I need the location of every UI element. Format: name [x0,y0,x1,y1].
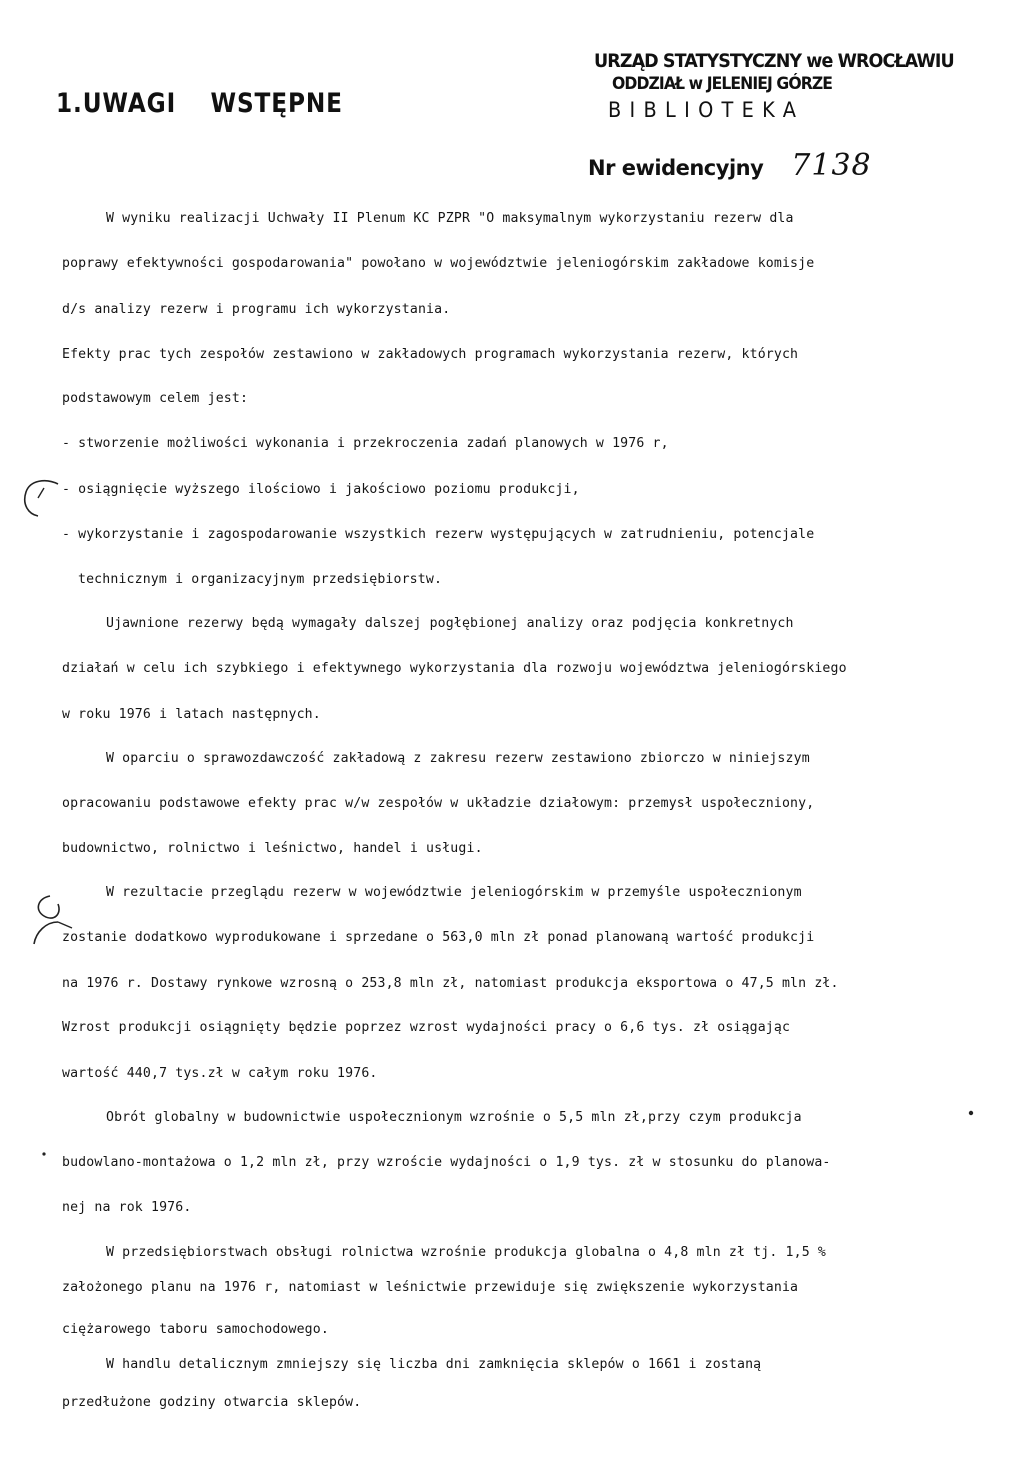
text-line-23: nej na rok 1976. [62,1200,192,1215]
text-line-6: - stworzenie możliwości wykonania i przekroczenia zadań planowych w 1976 r, [62,436,669,451]
section-heading [56,88,343,119]
margin-dot-icon [966,1108,976,1118]
text-line-2: poprawy efektywności gospodarowania" powołano w województwie jeleniogórskim zakładowe komisje [62,256,815,271]
text-line-15: budownictwo, rolnictwo i leśnictwo, handel i usługi. [62,841,483,856]
text-line-10: Ujawnione rezerwy będą wymagały dalszej pogłębionej analizy oraz podjęcia konkretnych [106,616,794,631]
margin-dot-icon [40,1150,48,1158]
heading-word-2: WSTĘPNE [210,88,343,119]
text-line-27: W handlu detalicznym zmniejszy się liczba dni zamknięcia sklepów o 1661 i zostaną [106,1357,762,1372]
text-line-4: Efekty prac tych zespołów zestawiono w zakładowych programach wykorzystania rezerw, których [62,347,799,362]
text-line-26: ciężarowego taboru samochodowego. [62,1322,329,1337]
text-line-16: W rezultacie przeglądu rezerw w województwie jeleniogórskim w przemyśle uspołecznionym [106,885,802,900]
text-line-21: Obrót globalny w budownictwie uspołecznionym wzrośnie o 5,5 mln zł,przy czym produkcja [106,1110,802,1125]
text-line-12: w roku 1976 i latach następnych. [62,707,321,722]
text-line-11: działań w celu ich szybkiego i efektywnego wykorzystania dla rozwoju województwa jeleniogórskiego [62,661,847,676]
inventory-value: 7138 [791,148,872,183]
text-line-14: opracowaniu podstawowe efekty prac w/w zespołów w układzie działowym: przemysł uspołeczniony, [62,796,815,811]
handwritten-margin-bracket-icon [18,476,62,520]
text-line-18: na 1976 r. Dostawy rynkowe wzrosną o 253,8 mln zł, natomiast produkcja eksportowa o 47,5 mln zł. [62,976,839,991]
heading-word-1: UWAGI [82,88,177,119]
text-line-1: W wyniku realizacji Uchwały II Plenum KC PZPR "O maksymalnym wykorzystaniu rezerw dla [106,211,794,226]
inventory-number [588,148,872,183]
text-line-7: - osiągnięcie wyższego ilościowo i jakościowo poziomu produkcji, [62,482,580,497]
text-line-9: technicznym i organizacyjnym przedsiębiorstw. [78,572,443,587]
text-line-5: podstawowym celem jest: [62,391,249,406]
handwritten-margin-loop-icon [28,892,74,948]
stamp-library: BIBLIOTEKA [608,98,805,122]
text-line-22: budowlano-montażowa o 1,2 mln zł, przy wzroście wydajności o 1,9 tys. zł w stosunku do planowa- [62,1155,831,1170]
text-line-8: - wykorzystanie i zagospodarowanie wszystkich rezerw występujących w zatrudnieniu, potencjale [62,527,815,542]
heading-number: 1. [56,88,83,119]
text-line-3: d/s analizy rezerw i programu ich wykorzystania. [62,302,451,317]
text-line-24: W przedsiębiorstwach obsługi rolnictwa wzrośnie produkcja globalna o 4,8 mln zł tj. 1,5 % [106,1245,826,1260]
stamp-branch: ODDZIAŁ w JELENIEJ GÓRZE [612,74,833,94]
text-line-17: zostanie dodatkowo wyprodukowane i sprzedane o 563,0 mln zł ponad planowaną wartość produkcji [62,930,815,945]
inventory-label: Nr ewidencyjny [588,156,764,180]
text-line-20: wartość 440,7 tys.zł w całym roku 1976. [62,1066,378,1081]
text-line-19: Wzrost produkcji osiągnięty będzie poprzez wzrost wydajności pracy o 6,6 tys. zł osiągając [62,1020,791,1035]
text-line-25: założonego planu na 1976 r, natomiast w leśnictwie przewiduje się zwiększenie wykorzystania [62,1280,799,1295]
text-line-28: przedłużone godziny otwarcia sklepów. [62,1395,362,1410]
stamp-office: URZĄD STATYSTYCZNY we WROCŁAWIU [594,50,954,72]
text-line-13: W oparciu o sprawozdawczość zakładową z zakresu rezerw zestawiono zbiorczo w niniejszym [106,751,810,766]
